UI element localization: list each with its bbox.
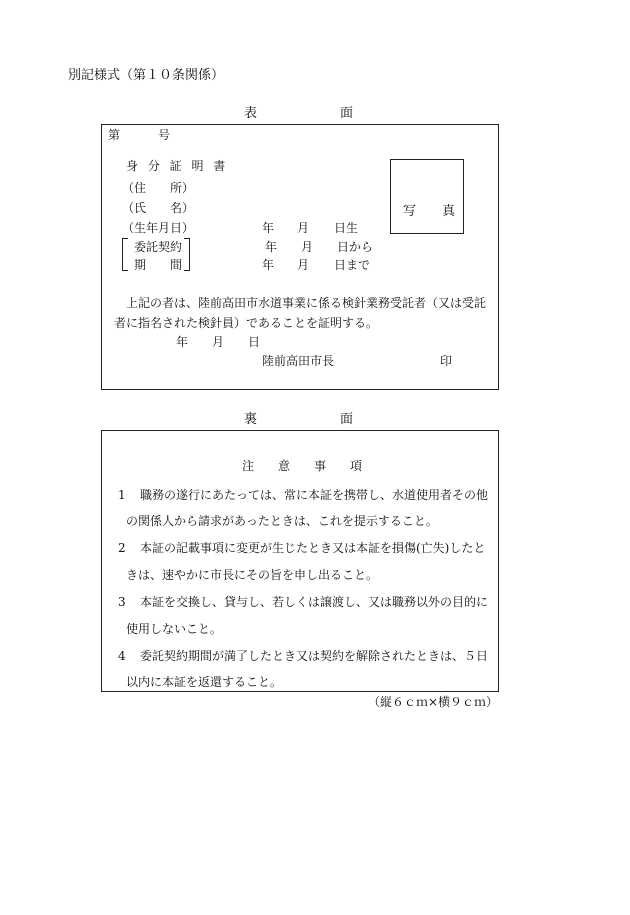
note-4-line1: 委託契約期間が満了したとき又は契約を解除されたときは、５日 bbox=[140, 649, 489, 663]
note-2-number: 2 bbox=[118, 541, 126, 555]
front-label-right: 面 bbox=[340, 106, 354, 121]
birthdate-label: （生年月日） bbox=[122, 221, 195, 235]
certificate-number-suffix: 号 bbox=[158, 128, 171, 142]
back-card bbox=[101, 430, 499, 692]
name-label: （氏 名） bbox=[122, 201, 195, 215]
birth-year: 年 bbox=[262, 221, 275, 235]
seal-mark: 印 bbox=[440, 354, 453, 368]
note-2-line1: 本証の記載事項に変更が生じたとき又は本証を損傷(亡失)したと bbox=[140, 541, 486, 555]
photo-label: 写 真 bbox=[403, 204, 456, 219]
note-3-line2: 使用しないこと。 bbox=[126, 622, 223, 636]
note-2-line2: きは、速やかに市長にその旨を申し出ること。 bbox=[126, 568, 379, 582]
issue-year: 年 bbox=[176, 335, 189, 349]
contract-period-bracket-right bbox=[184, 238, 190, 271]
back-label-right: 面 bbox=[340, 412, 354, 427]
note-3-number: 3 bbox=[118, 595, 126, 609]
note-4-line2: 以内に本証を返還すること。 bbox=[126, 675, 283, 689]
certification-text-line2: 者に指名された検針員）であることを証明する。 bbox=[114, 316, 379, 330]
contract-end-month: 月 bbox=[297, 258, 310, 272]
note-1-line1: 職務の遂行にあたっては、常に本証を携帯し、水道使用者その他 bbox=[140, 488, 489, 502]
contract-start-month: 月 bbox=[301, 240, 314, 254]
address-label: （住 所） bbox=[122, 181, 195, 195]
form-heading: 別記様式（第１０条関係） bbox=[68, 68, 225, 83]
birth-month: 月 bbox=[297, 221, 310, 235]
certificate-number-label: 第 bbox=[108, 128, 121, 142]
front-card bbox=[101, 124, 499, 390]
notes-title: 注 意 事 項 bbox=[242, 459, 363, 473]
note-1-line2: の関係人から請求があったときは、これを提示すること。 bbox=[126, 514, 438, 528]
contract-end-day: 日まで bbox=[334, 258, 371, 272]
note-3-line1: 本証を交換し、貸与し、若しくは譲渡し、又は職務以外の目的に bbox=[140, 595, 489, 609]
contract-end-year: 年 bbox=[262, 258, 275, 272]
birth-day: 日生 bbox=[334, 221, 359, 235]
certificate-title: 身 分 証 明 書 bbox=[126, 159, 229, 173]
period-label: 期 間 bbox=[134, 258, 183, 272]
note-4-number: 4 bbox=[118, 649, 126, 663]
contract-start-day: 日から bbox=[337, 240, 374, 254]
issue-month: 月 bbox=[212, 335, 225, 349]
card-size-note: （縦６ｃｍ×横９ｃｍ） bbox=[367, 695, 498, 709]
back-label-left: 裏 bbox=[244, 412, 258, 427]
contract-label: 委託契約 bbox=[134, 240, 183, 254]
note-1-number: 1 bbox=[118, 488, 126, 502]
issuer-name: 陸前高田市長 bbox=[262, 354, 335, 368]
front-label-left: 表 bbox=[244, 106, 258, 121]
contract-start-year: 年 bbox=[265, 240, 278, 254]
certification-text-line1: 上記の者は、陸前高田市水道事業に係る検針業務受託者（又は受託 bbox=[126, 296, 487, 310]
issue-day: 日 bbox=[248, 335, 261, 349]
contract-period-bracket-left bbox=[122, 238, 128, 271]
photo-box bbox=[390, 159, 464, 234]
